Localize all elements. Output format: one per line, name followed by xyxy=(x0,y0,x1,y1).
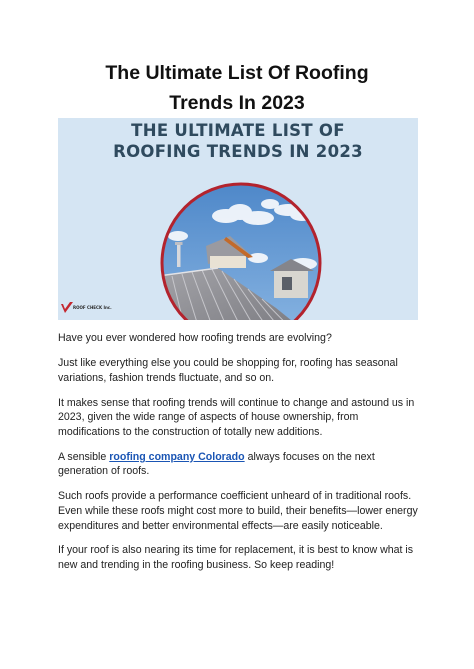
paragraph-4 xyxy=(58,450,418,479)
paragraph-1: Have you ever wondered how roofing trends are evolving? xyxy=(58,332,332,344)
paragraph-4-lead: A sensible xyxy=(58,450,110,463)
logo-check-icon xyxy=(60,301,74,315)
document-title-line-2: Trends In 2023 xyxy=(169,92,305,114)
paragraph-4-tail: always focuses on the next generation of roofs. xyxy=(58,450,375,478)
house-wall xyxy=(210,256,246,268)
paragraph-5: Such roofs provide a performance coefficient unheard of in traditional roofs. Even while these roofs might cost more to build, their benefits—lower energy expenditures and better environmental effects—are easily noticeable. xyxy=(58,490,418,532)
roofing-company-link[interactable]: roofing company Colorado xyxy=(109,450,245,463)
paragraph-2: Just like everything else you could be shopping for, roofing has seasonal variations, fashion trends fluctuate, and so on. xyxy=(58,356,398,384)
paragraph-3: It makes sense that roofing trends will continue to change and astound us in 2023, given the wide range of aspects of house ownership, from modifications to the construction of totally new additions. xyxy=(58,396,415,438)
hero-banner-line-2: ROOFING TRENDS IN 2023 xyxy=(113,142,363,161)
article-body xyxy=(58,331,418,583)
paragraph-6: If your roof is also nearing its time for replacement, it is best to know what is new and trending in the roofing business. So keep reading! xyxy=(58,544,414,572)
document-title-line-1: The Ultimate List Of Roofing xyxy=(105,62,369,84)
hero-image xyxy=(58,118,418,320)
hero-banner-line-1: THE ULTIMATE LIST OF xyxy=(131,121,345,140)
logo-text: ROOF CHECK Inc. xyxy=(73,305,112,310)
document-title xyxy=(40,58,434,118)
chimney-pipe xyxy=(177,245,181,267)
hero-banner-text xyxy=(58,120,418,162)
company-logo xyxy=(60,301,120,317)
